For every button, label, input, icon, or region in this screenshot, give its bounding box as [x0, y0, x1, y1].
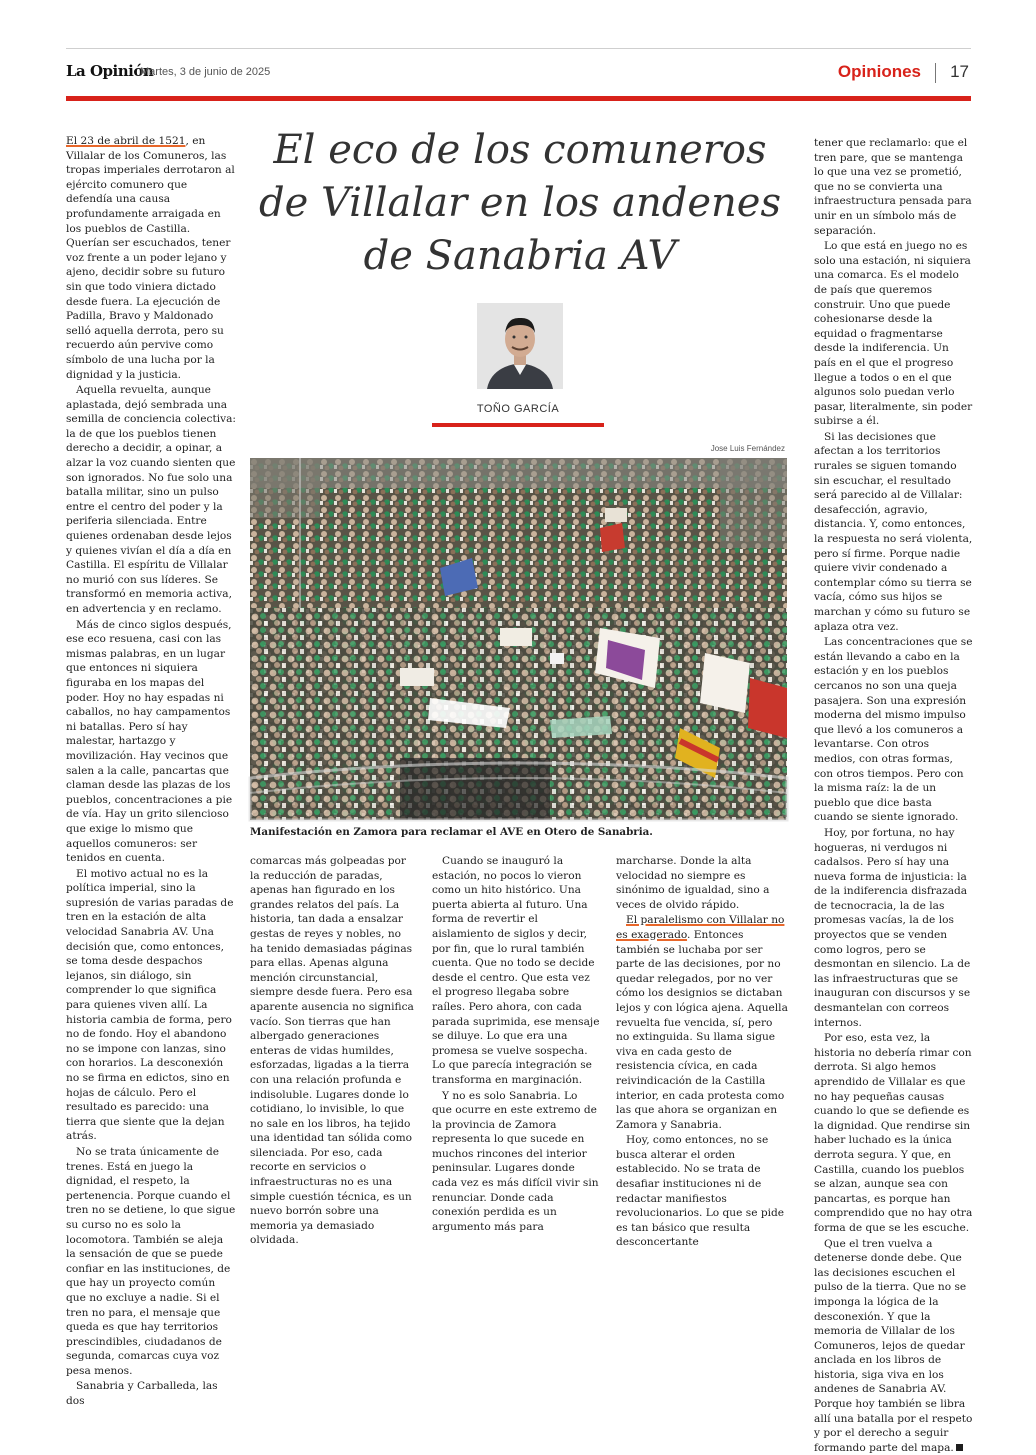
paragraph-text: Que el tren vuelva a detenerse donde debe. Que las decisiones escuchen el pulso de la tierra. Que no se imponga la lógica de la desconexión. Y que la memoria de Villalar de los Comuneros, lejos de quedar anclada en los libros de historia, siga viva en los andenes de Sanabria AV. Porque hoy también se libra allí una batalla por el respeto y por el derecho a seguir formando parte del mapa.	[814, 1237, 973, 1454]
paragraph: Cuando se inauguró la estación, no pocos lo vieron como un hito histórico. Una puerta abierta al futuro. Una forma de revertir el aislamiento de siglos y decir, por fin, que lo rural también cuenta. Que no todo se decide desde el centro. Que esta vez el progreso llegaba sobre raíles. Pero ahora, con cada parada suprimida, ese mensaje se diluye. Lo que era una promesa se vuelve sospecha. Lo que parecía integración se transforma en marginación.	[432, 855, 600, 1086]
paragraph: marcharse. Donde la alta velocidad no siempre es sinónimo de igualdad, sino a veces de olvido rápido.	[616, 855, 770, 911]
header-separator	[935, 63, 936, 83]
paragraph: Hoy, como entonces, no se busca alterar el orden establecido. No se trata de desafiar instituciones ni de redactar manifiestos revolucionarios. Lo que se pide es tan básico que resulta desconcertante	[616, 1134, 785, 1249]
author-red-bar	[432, 423, 604, 427]
paragraph: Por eso, esta vez, la historia no debería rimar con derrota. Si algo hemos aprendido de Villalar es que no hay pequeñas causas cuando lo que se defiende es la dignidad. Que rendirse sin haber luchado es la única derrota segura. Y que, en Castilla, cuando los pueblos se alzan, aunque sea con pancartas, es porque han comprendido que no hay otra forma de que se les escuche.	[814, 1032, 973, 1234]
paragraph: Sanabria y Carballeda, las dos	[66, 1380, 218, 1408]
newspaper-logo: La Opinión	[66, 62, 154, 80]
paragraph-text: . Entonces también se luchaba por ser parte de las decisiones, por no quedar relegados, por no ver cómo los designios se dictaban lejos y con lógica ajena. Aquella revuelta fue vencida, sí, pero no extinguida. Su llama sigue viva en cada gesto de resistencia cívica, en cada reivindicación de la Castilla interior, en cada protesta como las que ahora se organizan en Zamora y Sanabria.	[616, 928, 788, 1131]
paragraph-text: , en Villalar de los Comuneros, las tropas imperiales derrotaron al ejército comunero que defendía una causa profundamente arraigada en los pueblos de Castilla. Querían ser escuchados, tener voz frente a un poder lejano y ajeno, decidir sobre su futuro sin que todo viniera dictado desde fuera. La ejecución de Padilla, Bravo y Maldonado selló aquella derrota, pero su recuerdo aún pervive como símbolo de una lucha por la dignidad y la justicia.	[66, 135, 235, 381]
header-red-bar	[66, 96, 971, 101]
highlighted-date: El 23 de abril de 1521	[66, 135, 186, 147]
page-header	[66, 60, 971, 90]
crowd-illustration	[250, 458, 787, 820]
column-3	[432, 854, 600, 1233]
paragraph: No se trata únicamente de trenes. Está en juego la dignidad, el respeto, la pertenencia. Porque cuando el tren no se detiene, lo que sigue su curso no es solo la locomotora. También se aleja la sensación de que se puede confiar en las instituciones, de que hay un proyecto común que no excluye a nadie. Si el tren no para, el mensaje que queda es que hay territorios prescindibles, ciudadanos de segunda, comarcas cuya voz pesa menos.	[66, 1145, 236, 1377]
author-portrait-illustration	[477, 303, 563, 389]
paragraph: Lo que está en juego no es solo una estación, ni siquiera una comarca. Es el modelo de país que queremos construir. Uno que puede cohesionarse desde la equidad o fragmentarse desde la indiferencia. Un país en el que el progreso llegue a todos o en el que algunos solo puedan verlo pasar, literalmente, sin poder subirse a él.	[814, 240, 973, 428]
paragraph	[814, 1237, 974, 1455]
paragraph: comarcas más golpeadas por la reducción de paradas, apenas han figurado en los grandes relatos del país. La historia, tan dada a ensalzar gestas de reyes y nobles, no ha tenido demasiadas páginas para ellas. Apenas alguna mención circunstancial, siempre desde fuera. Pero esa aparente ausencia no significa vacío. Son tierras que han albergado generaciones enteras de vidas humildes, esforzadas, ligadas a la tierra con una relación profunda e indisoluble. Lugares donde lo cotidiano, lo invisible, lo que no sale en los libros, ha tejido una identidad tan sólida como silenciada. Por eso, cada recorte en servicios o infraestructuras no es una simple cuestión técnica, es un nuevo borrón sobre una memoria ya demasiado olvidada.	[250, 855, 414, 1247]
paragraph	[66, 134, 236, 382]
photo-caption: Manifestación en Zamora para reclamar el AVE en Otero de Sanabria.	[250, 826, 653, 838]
paragraph: El motivo actual no es la política imperial, sino la supresión de varias paradas de tren en la estación de alta velocidad Sanabria AV. Una decisión que, como entonces, se toma desde despachos lejanos, sin diálogo, sin comprender lo que significa para quienes viven allí. La historia cambia de forma, pero no de fondo. Hoy el abandono no se impone con lanzas, sino con horarios. La desconexión no se firma en edictos, sino en hojas de cálculo. Pero el resultado es parecido: una tierra que siente que la dejan atrás.	[66, 867, 234, 1143]
paragraph: Hoy, por fortuna, no hay hogueras, ni verdugos ni cadalsos. Pero sí hay una nueva forma de injusticia: la de la indiferencia disfrazada de tecnocracia, la de las promesas vacías, la de los proyectos que se venden como logros, pero se desmontan en silencio. La de las infraestructuras que se inauguran con discursos y se desmantelan con correos internos.	[814, 826, 971, 1029]
highlighted-sentence: El paralelismo con Villalar no es exagerado	[616, 914, 785, 941]
paragraph: tener que reclamarlo: que el tren pare, que se mantenga lo que una vez se prometió, que no se convierta una infraestructura pensada para unir en un símbolo más de separación.	[814, 137, 972, 237]
issue-date: Martes, 3 de junio de 2025	[140, 66, 271, 78]
section-title: Opiniones	[837, 62, 921, 81]
paragraph	[616, 913, 788, 1132]
column-1	[66, 134, 236, 1408]
photo-credit: Jose Luis Fernández	[710, 444, 785, 453]
author-name: TOÑO GARCÍA	[476, 403, 560, 415]
end-of-article-mark	[956, 1444, 963, 1451]
paragraph: Y no es solo Sanabria. Lo que ocurre en este extremo de la provincia de Zamora representa lo que sucede en muchos rincones del interior peninsular. Lugares donde cada vez es más difícil vivir sin renunciar. Donde cada conexión perdida es un argumento más para	[432, 1089, 599, 1233]
column-5	[814, 136, 974, 1454]
author-portrait	[477, 303, 563, 389]
article-headline: El eco de los comuneros de Villalar en los andenes de Sanabria AV	[259, 127, 781, 279]
column-4	[616, 854, 788, 1249]
page-number: 17	[950, 62, 969, 81]
column-2	[250, 854, 416, 1247]
paragraph: Si las decisiones que afectan a los territorios rurales se siguen tomando sin escuchar, el resultado será parecido al de Villalar: desafección, agravio, distancia. Y, como entonces, la respuesta no será violenta, pero sí firme. Porque nadie quiere vivir condenado a contemplar cómo su tierra se vacía, cómo sus hijos se marchan y cómo su futuro se aplaza otra vez.	[814, 430, 973, 633]
paragraph: Las concentraciones que se están llevando a cabo en la estación y en los pueblos cercanos no son una queja pasajera. Son una expresión moderna del mismo impulso que llevó a los comuneros a levantarse. Con otros medios, con otras formas, con otros tiempos. Pero con la misma raíz: la de un pueblo que dice basta cuando se siente ignorado.	[814, 636, 973, 824]
top-rule	[66, 48, 971, 49]
paragraph: Más de cinco siglos después, ese eco resuena, casi con las mismas palabras, en un lugar que entonces ni siquiera figuraba en los mapas del poder. Hoy no hay espadas ni caballos, no hay campamentos ni batallas. Pero sí hay malestar, hartazgo y movilización. Hay vecinos que salen a la calle, pancartas que claman desde las plazas de los pueblos, concentraciones a pie de vía. Hay un grito silencioso que exige lo mismo que aquellos comuneros: ser tenidos en cuenta.	[66, 618, 233, 865]
paragraph: Aquella revuelta, aunque aplastada, dejó sembrada una semilla de conciencia colectiva: la de que los pueblos tienen derecho a decidir, a opinar, a alzar la voz cuando sienten que son ignorados. No fue solo una batalla militar, sino un pulso entre el centro del poder y la periferia silenciada. Entre quienes ordenaban desde lejos y quienes vivían el día a día en Castilla. El espíritu de Villalar no murió con sus líderes. Se transformó en memoria activa, en advertencia y en reclamo.	[66, 384, 236, 615]
protest-photo	[250, 458, 787, 820]
